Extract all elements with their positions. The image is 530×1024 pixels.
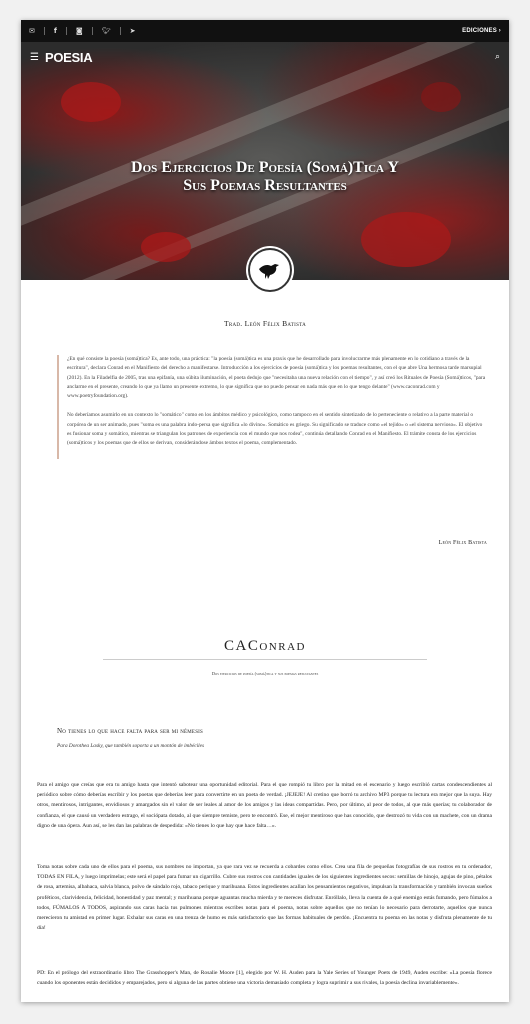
crow-icon (257, 259, 283, 281)
site-logo[interactable]: POESIA (44, 49, 93, 65)
article-title (21, 159, 509, 195)
mail-icon[interactable]: ✉ (29, 27, 35, 35)
page-frame (21, 20, 509, 1002)
author-avatar[interactable] (248, 248, 292, 292)
menu-icon[interactable]: ☰ (30, 51, 39, 63)
poet-name: CAConrad (224, 638, 306, 654)
body-paragraph: PD: En el prólogo del extraordinario libro The Grasshopper's Man, de Rosalie Moore [1], elegido por W. H. Auden para la Yale Series of Younger Poets de 1949, Auden escribe: «La poesía florece cuando los oponentes están decididos y emparejados, pero si alguna de las partes obtiene una victoria demasiado completa y logra suprimir a sus rivales, la poesía declina invariablemente». (37, 970, 492, 987)
divider (66, 27, 67, 35)
main-nav (21, 42, 509, 72)
divider (92, 27, 93, 35)
social-links (29, 27, 135, 35)
poem-dedication: Para Dorothea Lasky, que también soporta a un montón de imbéciles (57, 743, 205, 749)
ediciones-link[interactable]: EDICIONES › (462, 28, 501, 34)
translator-signature: León Félix Batista (438, 540, 487, 546)
divider (103, 659, 427, 660)
intro-blockquote (57, 355, 487, 459)
search-icon[interactable]: ⌕ (494, 52, 500, 62)
divider (44, 27, 45, 35)
divider (120, 27, 121, 35)
body-paragraph: Toma notas sobre cada uno de ellos para el poema, sus nombres no importan, ya que rara vez se recuerda a cobardes como ellos. Crea una fila de pequeñas fotografías de sus rostros en tu ordenador, TODAS EN FILA, y luego imprímelas; este será el papel para fumar un cigarrillo. Cubre sus rostros con cantidades iguales de los siguientes ingredientes secos: semillas de hinojo, agujas de pino, pétalos de rosa, artemisa, albahaca, salvia blanca, polvo de sándalo rojo, tabaco perique y marihuana. Estos ingredientes acallan los pensamientos negativos, impulsan la transformación y también invocan sueños proféticos, clarividencia, felicidad, honestidad y paz mental; y marihuana porque aguantas mucha mierda y te mereces disfrutar. Enróllalo, lleva la cuenta de a qué enemigo estás fumando, pero fúmalos a todos, FÚMALOS A TODOS, aspirando sus caras hacia tus pulmones mientras escribes notas para el poema, notas sobre aquellos que no tenían lo necesario para derrotarte, aquellos que nunca merecieron tu amistad en primer lugar. Exhalar sus caras en una trenza de humo es más satisfactorio que las formas habituales de perdón. ¡Encuentra tu poema en las notas y disfruta plenamente de tu día! (37, 864, 492, 932)
facebook-icon[interactable]: f (53, 27, 57, 35)
instagram-icon[interactable]: ◙ (75, 27, 83, 35)
section-subtitle: Dos ejercicios de poesía (somá)tica y sus poemas resultantes (211, 671, 319, 676)
telegram-icon[interactable]: ➤ (129, 27, 136, 35)
intro-paragraph: ¿En qué consiste la poesía (somá)tica? Es, ante todo, una práctica: "la poesía (somá)tica es una praxis que he desarrollado para involucrarme más plenamente en lo cotidiano a través de la escritura", declara Conrad en el Manifiesto del derecho a manifestarse. Introducción a los ejercicios de poesía (somá)tica y los poemas resultantes, con el que abre Una hermosa tarde marsupial (2012). En la Filadelfia de 2005, tras una epifanía, una súbita iluminación, el poeta dedujo que "necesitaba una nueva relación con el tiempo", y así creó los Rituales de Poesía (Somá)ticos, "para anclarme en el presente, creando lo que ya llamo un presente extremo, lo que significa que no puedo pensar en nada más que en lo que tengo delante" (www.caconrad.com y www.poetryfoundation.org). (67, 356, 486, 400)
body-paragraph: Para el amigo que creías que era tu amigo hasta que intentó sabotear una oportunidad editorial. Para el que rompió tu libro por la mitad en el escenario y luego escribió cartas condescendientes al periódico sobre cómo deberías escribir y los poetas que deberías leer para convertirte en un poeta de verdad. ¡JEJEJE! Al cretino que borró tu archivo MP3 porque tu lectura era mejor que la suya. Hay otros, mentirosos, intrigantes, envidiosos y amargados sin el valor de ser leales al amor de los amigos y las ideas compartidas. Pero, por último, al peor de todos, al que más querías; tu colaborador de confianza, el que causó un verdadero estrago, el sociópata dotado, al que siempre temiste, pero te encontró. Ese, el mejor mentiroso que has conocido, que destrozó tu vida con un machete, con un drama digno de una ópera. Aun así, se les dan las palabras de despedida: «No tienes lo que hay que hace falta…». (37, 782, 492, 829)
top-bar (21, 20, 509, 42)
twitter-icon[interactable]: 🐦︎ (101, 27, 111, 35)
title-line: Dos Ejercicios De Poesía (Somá)Tica Y (131, 159, 399, 176)
intro-paragraph: No deberíamos asumirlo en un contexto lo "somático" como en los ámbitos médico y psicológico, como tampoco en el sentido sintetizado de lo perteneciente o relativo a la parte material o corpórea de un ser animado, pues "soma es una palabra indo-persa que significa «lo divino». Somático es griego. Su significado se traduce como «el tejido» o «el sistema nervioso». El objetivo es fusionar soma y somático, mientras se triangulan los patrones de experiencia con el mundo que nos rodea", continúa detallando Conrad en el Manifiesto. El trámite consta de los ejercicios (somá)ticos y los poemas que de ellos se derivan, considerándose ámbos textos el poema, complementado. (67, 412, 483, 447)
title-line: Sus Poemas Resultantes (183, 177, 347, 194)
hero-banner (21, 42, 509, 280)
translator-credit: Trad. León Félix Batista (223, 319, 307, 328)
poem-title: No tienes lo que hace falta para ser mi némesis (57, 727, 204, 735)
